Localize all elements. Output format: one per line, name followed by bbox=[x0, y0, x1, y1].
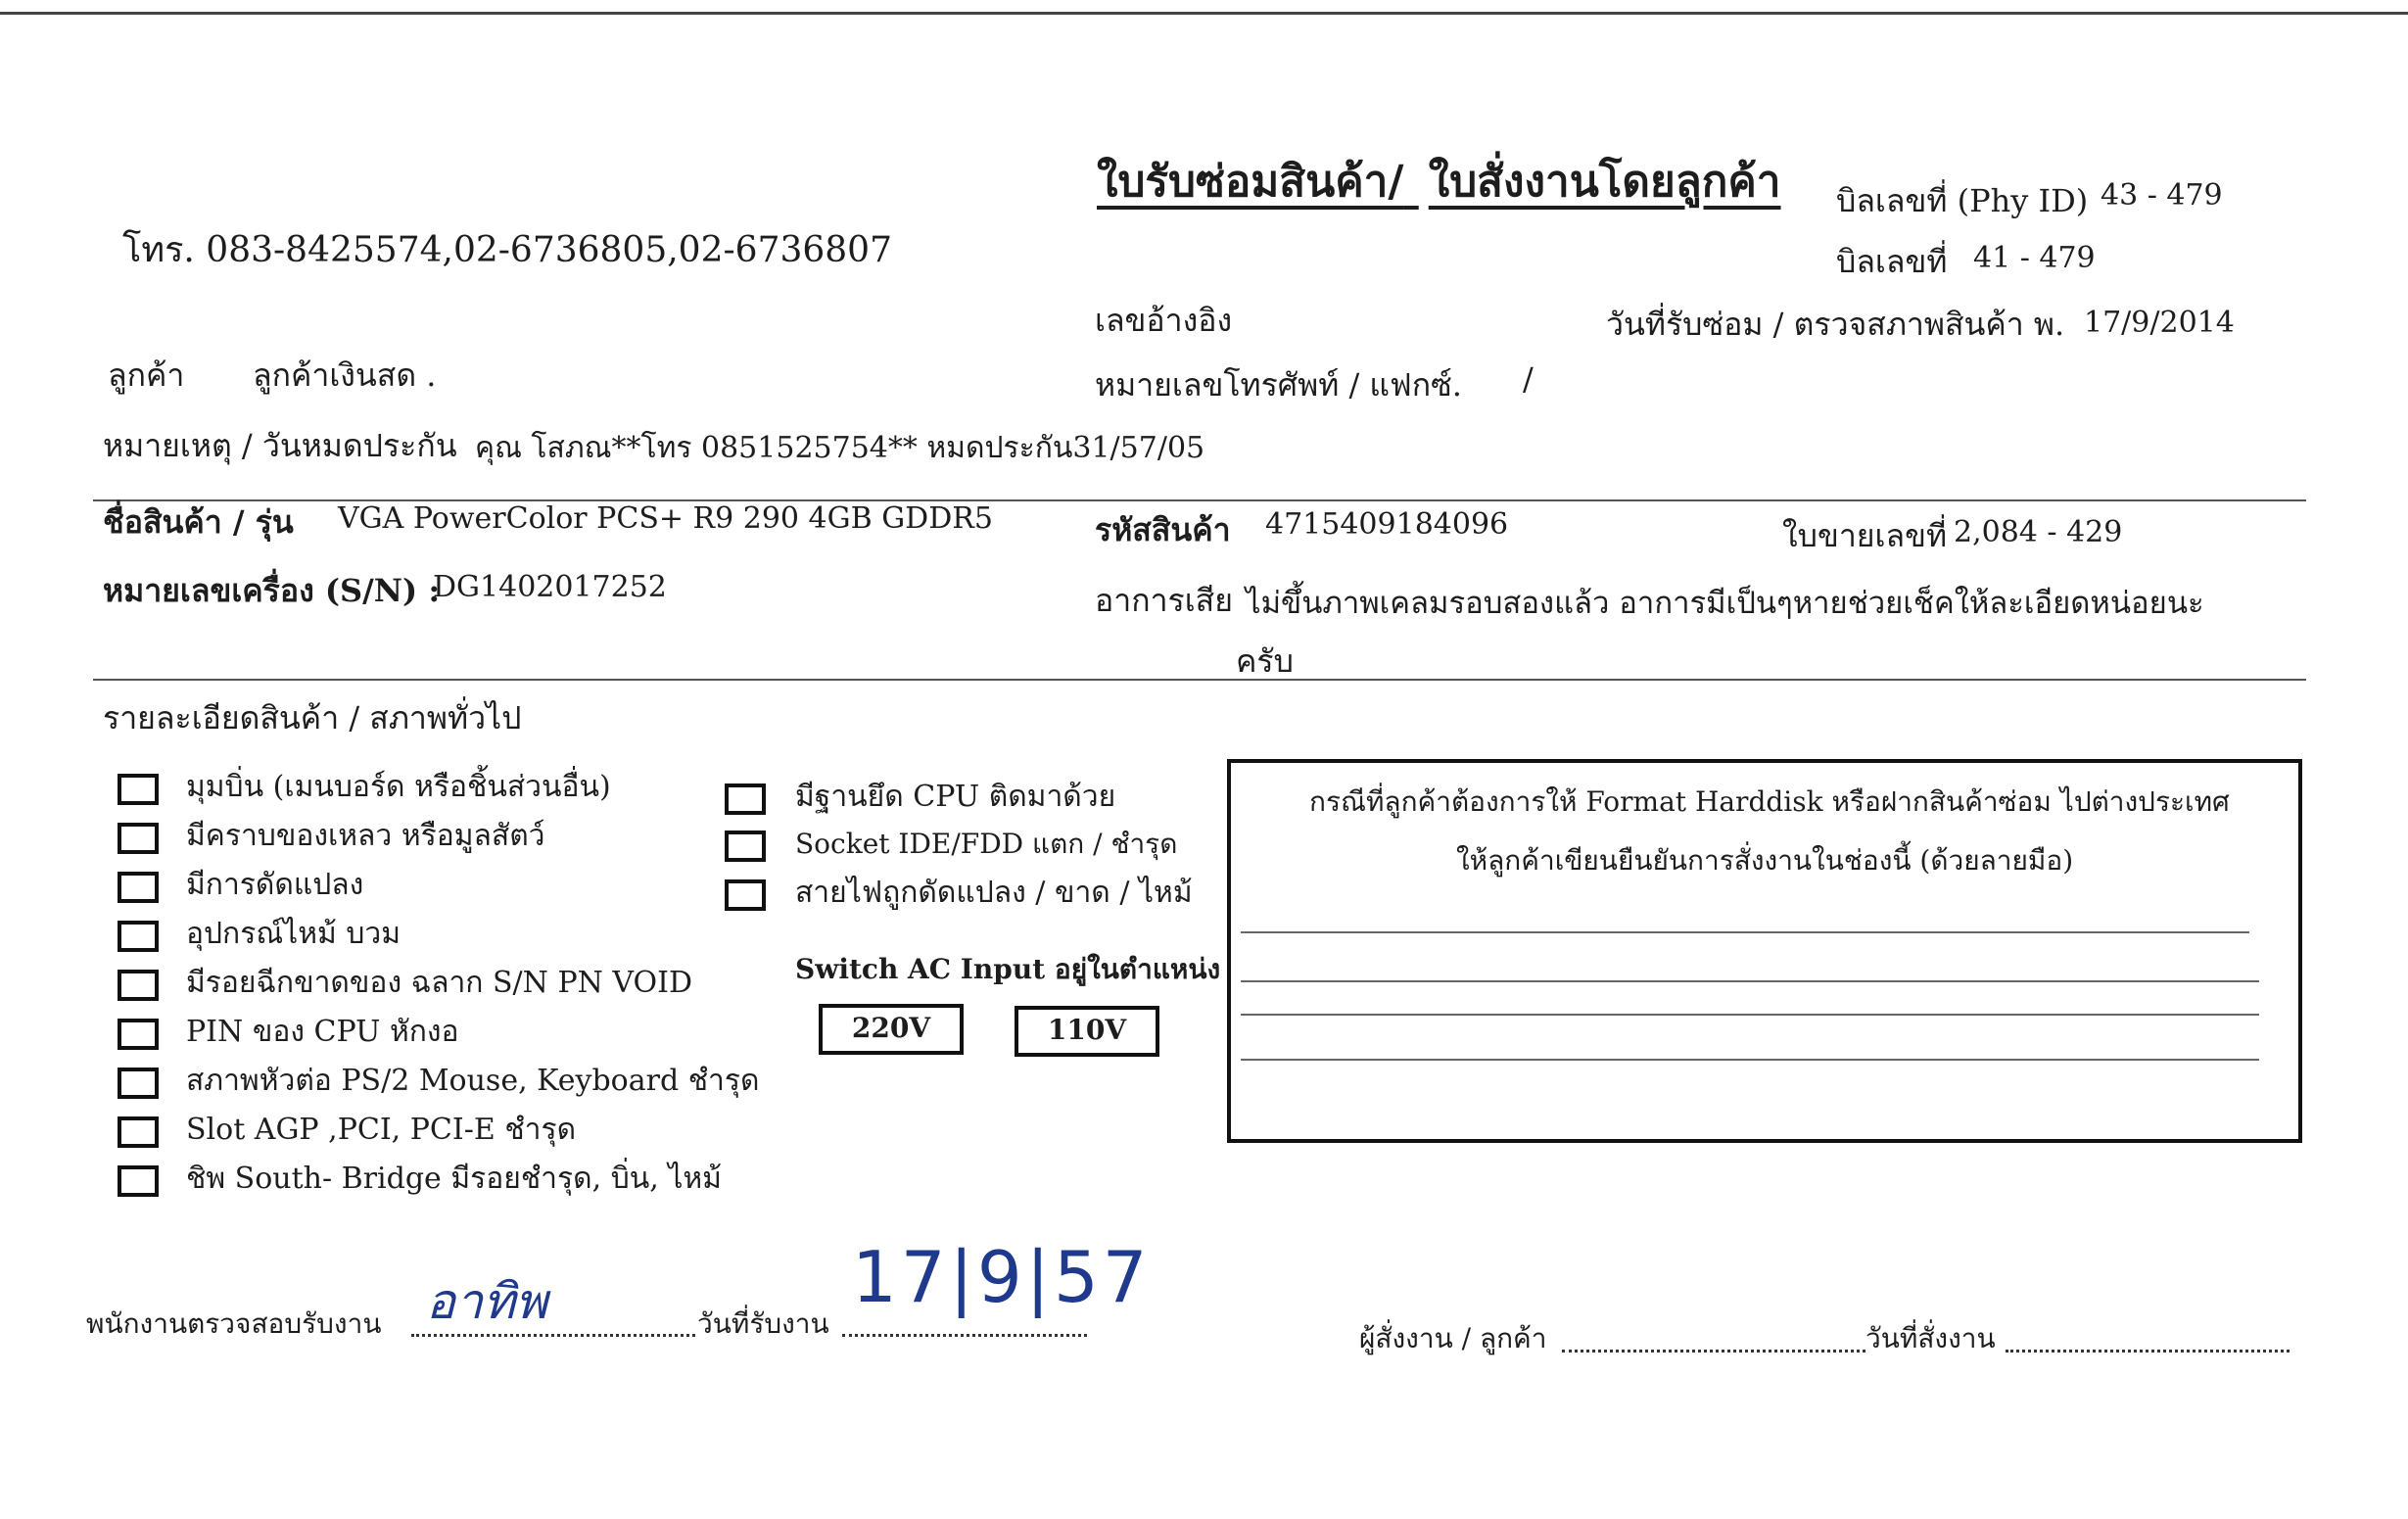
checklist-item: สายไฟถูกดัดแปลง / ขาด / ไหม้ bbox=[795, 876, 1193, 910]
switch-220v-box[interactable]: 220V bbox=[819, 1004, 964, 1055]
format-box-line1: กรณีที่ลูกค้าต้องการให้ Format Harddisk หรือฝากสินค้าซ่อม ไปต่างประเทศ bbox=[1309, 785, 2230, 818]
checkbox[interactable] bbox=[118, 1165, 159, 1197]
checklist-item: มีฐานยึด CPU ติดมาด้วย bbox=[795, 780, 1116, 814]
symptom-line1: ไม่ขึ้นภาพเคลมรอบสองแล้ว อาการมีเป็นๆหายช่วยเช็คให้ละเอียดหน่อยนะ bbox=[1246, 586, 2204, 621]
ref-label: เลขอ้างอิง bbox=[1095, 302, 1233, 339]
checkbox[interactable] bbox=[118, 774, 159, 805]
bill-label: บิลเลขที่ bbox=[1836, 243, 1948, 280]
checklist-item: มีรอยฉีกขาดของ ฉลาก S/N PN VOID bbox=[186, 966, 693, 1000]
received-date-value: 17/9/2014 bbox=[2084, 306, 2235, 340]
checkbox[interactable] bbox=[118, 1116, 159, 1148]
phone-line: โทร. 083-8425574,02-6736805,02-6736807 bbox=[122, 230, 892, 270]
checklist-item: PIN ของ CPU หักงอ bbox=[186, 1015, 459, 1049]
format-box-line2: ให้ลูกค้าเขียนยืนยันการสั่งงานในช่องนี้ (ด้วยลายมือ) bbox=[1456, 844, 2074, 877]
receive-date-label: วันที่รับงาน bbox=[697, 1307, 829, 1340]
customer-value: ลูกค้าเงินสด . bbox=[253, 356, 437, 394]
checklist-item: สภาพหัวต่อ PS/2 Mouse, Keyboard ชำรุด bbox=[186, 1064, 760, 1098]
product-code-label: รหัสสินค้า bbox=[1095, 511, 1231, 548]
checkbox[interactable] bbox=[118, 872, 159, 903]
customer-label: ลูกค้า bbox=[108, 356, 185, 394]
write-line[interactable] bbox=[1241, 1014, 2259, 1016]
checklist-item: Slot AGP ,PCI, PCI-E ชำรุด bbox=[186, 1113, 577, 1147]
checklist-item: ชิพ South- Bridge มีรอยชำรุด, บิ่น, ไหม้ bbox=[186, 1162, 722, 1196]
format-confirmation-box bbox=[1227, 759, 2302, 1143]
checklist-item: มีการดัดแปลง bbox=[186, 868, 364, 902]
order-date-line[interactable] bbox=[2006, 1350, 2290, 1353]
tel-fax-label: หมายเลขโทรศัพท์ / แฟกซ์. bbox=[1095, 366, 1462, 403]
product-code-value: 4715409184096 bbox=[1265, 507, 1509, 542]
write-line[interactable] bbox=[1241, 1059, 2259, 1061]
top-edge-line bbox=[0, 12, 2408, 15]
write-line[interactable] bbox=[1241, 931, 2249, 933]
remark-label: หมายเหตุ / วันหมดประกัน bbox=[103, 427, 457, 464]
checkbox[interactable] bbox=[118, 1019, 159, 1050]
checkbox[interactable] bbox=[118, 970, 159, 1001]
switch-110v-box[interactable]: 110V bbox=[1015, 1006, 1159, 1057]
receive-date-line[interactable] bbox=[842, 1334, 1087, 1337]
checklist-item: อุปกรณ์ไหม้ บวม bbox=[186, 917, 401, 951]
invoice-label: ใบขายเลขที่ bbox=[1782, 517, 1948, 554]
order-date-label: วันที่สั่งงาน bbox=[1865, 1322, 1996, 1354]
checkbox[interactable] bbox=[725, 831, 766, 862]
checklist-item: Socket IDE/FDD แตก / ชำรุด bbox=[795, 828, 1178, 860]
product-name-label: ชื่อสินค้า / รุ่น bbox=[103, 503, 294, 541]
checkbox[interactable] bbox=[118, 1068, 159, 1099]
bill-phy-label: บิลเลขที่ (Phy ID) bbox=[1836, 182, 2089, 219]
checkbox[interactable] bbox=[118, 823, 159, 854]
serial-value: DG1402017252 bbox=[433, 570, 667, 604]
details-heading: รายละเอียดสินค้า / สภาพทั่วไป bbox=[103, 699, 522, 736]
checklist-item: มีคราบของเหลว หรือมูลสัตว์ bbox=[186, 819, 545, 853]
checkbox[interactable] bbox=[725, 879, 766, 911]
staff-label: พนักงานตรวจสอบรับงาน bbox=[86, 1307, 382, 1340]
write-line[interactable] bbox=[1241, 980, 2259, 982]
tel-fax-value: / bbox=[1523, 360, 1534, 398]
document-title bbox=[1097, 147, 1781, 215]
bill-value: 41 - 479 bbox=[1973, 241, 2096, 275]
staff-signature: อาทิพ bbox=[426, 1273, 548, 1330]
title-part2: ใบสั่งงานโดยลูกค้า bbox=[1428, 157, 1781, 207]
checkbox[interactable] bbox=[725, 783, 766, 815]
switch-label: Switch AC Input อยู่ในตำแหน่ง bbox=[795, 953, 1221, 985]
receive-date-handwritten: 17|9|57 bbox=[852, 1236, 1152, 1318]
customer-sign-line[interactable] bbox=[1562, 1350, 1865, 1353]
customer-sign-label: ผู้สั่งงาน / ลูกค้า bbox=[1359, 1322, 1547, 1354]
divider-2 bbox=[93, 679, 2306, 681]
checkbox[interactable] bbox=[118, 921, 159, 952]
symptom-line2: ครับ bbox=[1236, 642, 1294, 680]
invoice-value: 2,084 - 429 bbox=[1954, 515, 2123, 549]
title-part1: ใบรับซ่อมสินค้า/ bbox=[1097, 157, 1404, 207]
remark-value: คุณ โสภณ**โทร 0851525754** หมดประกัน31/57/05 bbox=[475, 431, 1205, 465]
received-date-label: วันที่รับซ่อม / ตรวจสภาพสินค้า พ. bbox=[1606, 306, 2065, 343]
serial-label: หมายเลขเครื่อง (S/N) : bbox=[103, 572, 441, 609]
checklist-item: มุมบิ่น (เมนบอร์ด หรือชิ้นส่วนอื่น) bbox=[186, 770, 611, 804]
bill-phy-value: 43 - 479 bbox=[2101, 178, 2223, 213]
symptom-label: อาการเสีย bbox=[1095, 582, 1233, 619]
product-name-value: VGA PowerColor PCS+ R9 290 4GB GDDR5 bbox=[338, 501, 993, 536]
